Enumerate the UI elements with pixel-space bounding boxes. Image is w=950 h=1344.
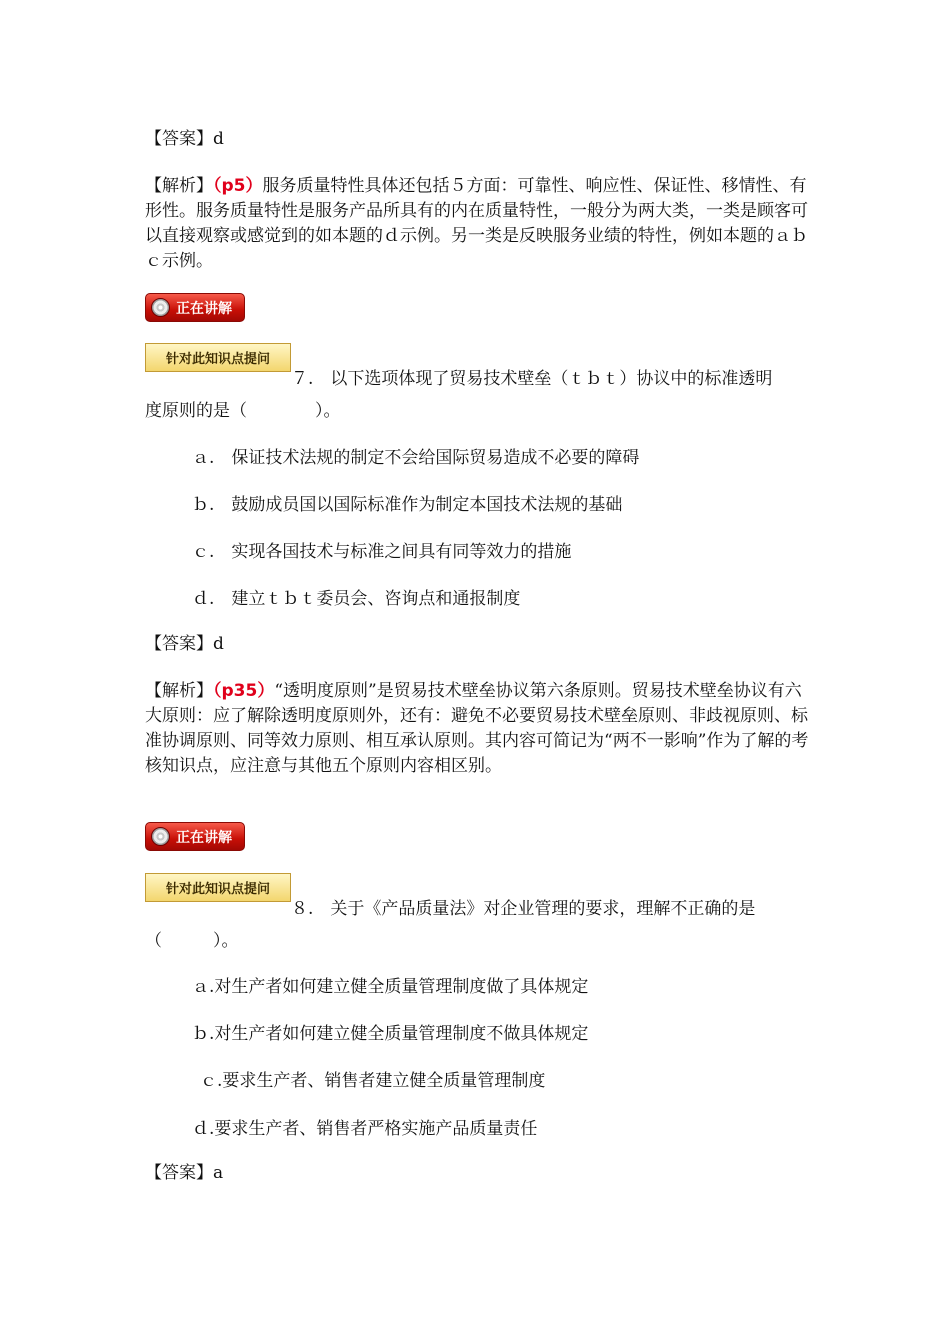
lecture-button-2[interactable] (145, 822, 245, 851)
q7-option-c: ｃ. 实现各国技术与标准之间具有同等效力的措施 (192, 542, 572, 562)
analysis-q7 (145, 679, 810, 779)
cd-icon (151, 298, 170, 317)
analysis-text: “透明度原则”是贸易技术壁垒协议第六条原则。贸易技术壁垒协议有六大原则：应了解除透明度原则外，还有：避免不必要贸易技术壁垒原则、非歧视原则、标准协调原则、同等效力原则、相互承认原则。其内容可简记为“两不一影响”作为了解的考核知识点，应注意与其他五个原则内容相区别。 (145, 681, 809, 776)
page-reference: （p35） (213, 681, 275, 701)
lecture-button-1[interactable] (145, 293, 245, 322)
analysis-text: 服务质量特性具体还包括５方面：可靠性、响应性、保证性、移情性、有形性。服务质量特性是服务产品所具有的内在质量特性，一般分为两大类，一类是顾客可以直接观察或感觉到的如本题的ｄ示例。另一类是反映服务业绩的特性，例如本题的ａｂｃ示例。 (145, 176, 808, 271)
q8-option-a: ａ.对生产者如何建立健全质量管理制度做了具体规定 (192, 977, 589, 997)
q8-option-c: ｃ.要求生产者、销售者建立健全质量管理制度 (200, 1071, 546, 1091)
answer-q7: 【答案】d (145, 634, 224, 654)
cd-icon (151, 827, 170, 846)
analysis-prefix: 【解析】 (145, 176, 213, 196)
question-8-line-2: （ ）。 (145, 931, 239, 951)
question-7-line-1: ７. 以下选项体现了贸易技术壁垒（ｔｂｔ）协议中的标准透明 (291, 369, 773, 389)
question-7-line-2: 度原则的是（ ）。 (145, 401, 341, 421)
ask-question-button-1[interactable]: 针对此知识点提问 (145, 343, 291, 372)
page-reference: （p5） (213, 176, 263, 196)
answer-q8: 【答案】a (145, 1163, 224, 1183)
q7-option-b: ｂ. 鼓励成员国以国际标准作为制定本国技术法规的基础 (192, 495, 623, 515)
q8-option-b: ｂ.对生产者如何建立健全质量管理制度不做具体规定 (192, 1024, 589, 1044)
analysis-q6 (145, 174, 810, 274)
lecture-button-label: 正在讲解 (176, 829, 232, 846)
ask-question-button-2[interactable]: 针对此知识点提问 (145, 873, 291, 902)
lecture-button-label: 正在讲解 (176, 300, 232, 317)
answer-q6: 【答案】d (145, 129, 224, 149)
question-8-line-1: ８. 关于《产品质量法》对企业管理的要求，理解不正确的是 (291, 899, 756, 919)
q8-option-d: ｄ.要求生产者、销售者严格实施产品质量责任 (192, 1119, 538, 1139)
analysis-prefix: 【解析】 (145, 681, 213, 701)
q7-option-a: ａ. 保证技术法规的制定不会给国际贸易造成不必要的障碍 (192, 448, 640, 468)
q7-option-d: ｄ. 建立ｔｂｔ委员会、咨询点和通报制度 (192, 589, 521, 609)
